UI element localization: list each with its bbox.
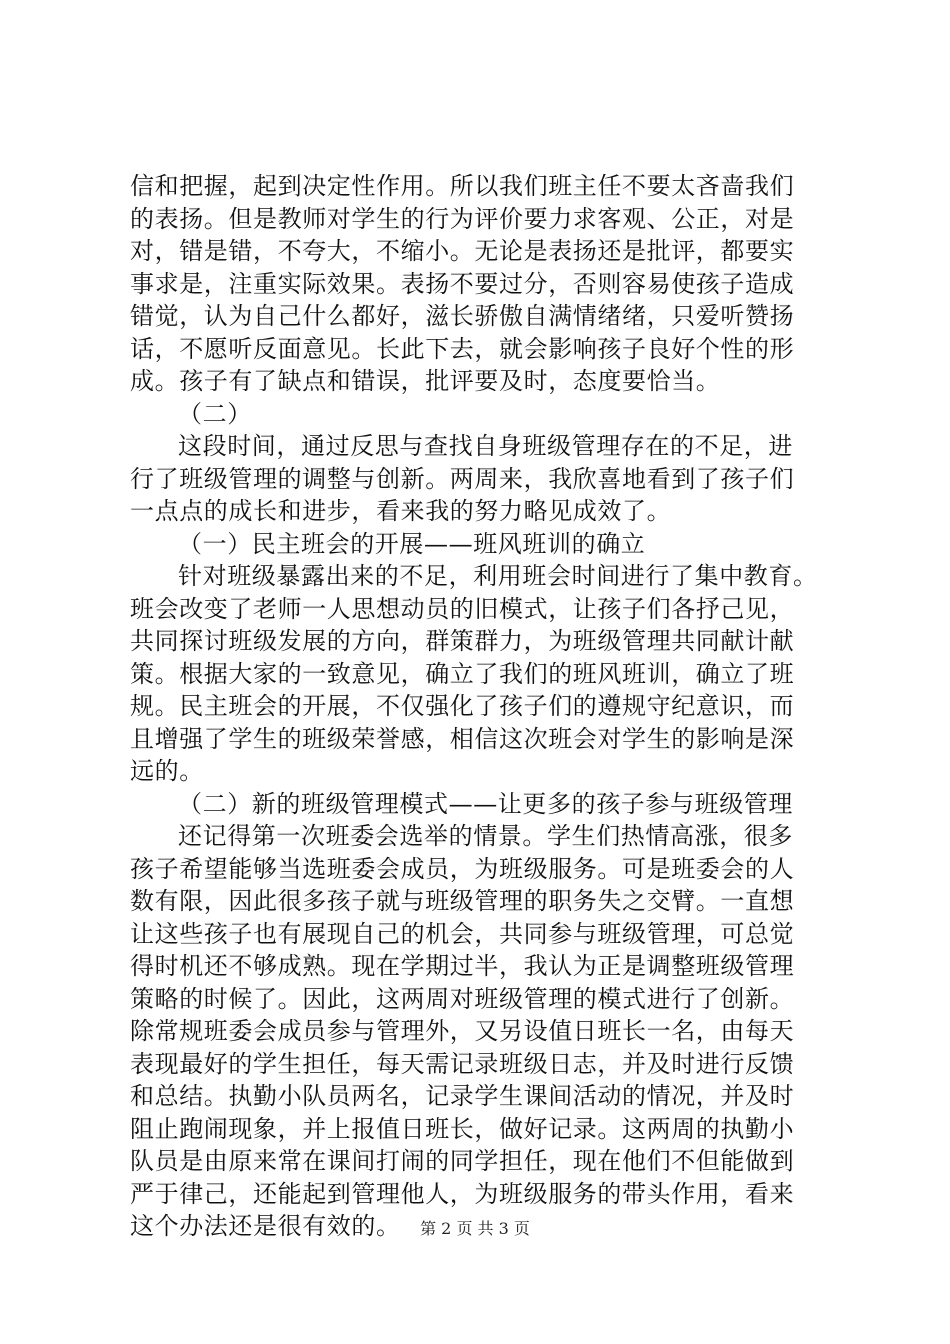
- text-line: 这个办法还是很有效的。: [130, 1212, 401, 1240]
- text-line: 孩子希望能够当选班委会成员，为班级服务。可是班委会的人: [130, 854, 795, 883]
- text-line: 行了班级管理的调整与创新。两周来，我欣喜地看到了孩子们: [130, 464, 795, 493]
- text-line: 远的。: [130, 757, 204, 785]
- text-line: 错觉，认为自己什么都好，滋长骄傲自满情绪绪，只爱听赞扬: [130, 302, 795, 330]
- paragraph-first-line: 还记得第一次班委会选举的情景。学生们热情高涨，很多: [178, 822, 793, 850]
- text-line: 策。根据大家的一致意见，确立了我们的班风班训，确立了班: [130, 659, 795, 688]
- text-line: 成。孩子有了缺点和错误，批评要及时，态度要恰当。: [130, 367, 721, 395]
- document-body: [130, 170, 830, 1243]
- text-line: 队员是由原来常在课间打闹的同学担任，现在他们不但能做到: [130, 1147, 795, 1175]
- text-line: 的表扬。但是教师对学生的行为评价要力求客观、公正，对是: [130, 204, 795, 233]
- text-line: 严于律己，还能起到管理他人，为班级服务的带头作用，看来: [130, 1179, 795, 1208]
- text-line: 且增强了学生的班级荣誉感，相信这次班会对学生的影响是深: [130, 724, 795, 753]
- subsection-heading: （二）新的班级管理模式——让更多的孩子参与班级管理: [178, 789, 793, 818]
- page-number-footer: 第 2 页 共 3 页: [420, 1219, 530, 1238]
- text-line: 规。民主班会的开展，不仅强化了孩子们的遵规守纪意识，而: [130, 692, 795, 720]
- text-line: 事求是，注重实际效果。表扬不要过分，否则容易使孩子造成: [130, 269, 795, 298]
- text-line: 阻止跑闹现象，并上报值日班长，做好记录。这两周的执勤小: [130, 1114, 795, 1143]
- text-line: 和总结。执勤小队员两名，记录学生课间活动的情况，并及时: [130, 1082, 795, 1110]
- text-line: 除常规班委会成员参与管理外，又另设值日班长一名，由每天: [130, 1017, 795, 1045]
- text-line: 对，错是错，不夸大，不缩小。无论是表扬还是批评，都要实: [130, 237, 795, 265]
- text-line: 信和把握，起到决定性作用。所以我们班主任不要太吝啬我们: [130, 172, 795, 200]
- text-line: 一点点的成长和进步，看来我的努力略见成效了。: [130, 497, 672, 525]
- text-line: 得时机还不够成熟。现在学期过半，我认为正是调整班级管理: [130, 952, 795, 980]
- text-line: 共同探讨班级发展的方向，群策群力，为班级管理共同献计献: [130, 627, 795, 655]
- text-line: 让这些孩子也有展现自己的机会，共同参与班级管理，可总觉: [130, 919, 795, 948]
- text-line: 表现最好的学生担任，每天需记录班级日志，并及时进行反馈: [130, 1049, 795, 1078]
- text-line: 班会改变了老师一人思想动员的旧模式，让孩子们各抒己见，: [130, 594, 795, 623]
- text-line: 话，不愿听反面意见。长此下去，就会影响孩子良好个性的形: [130, 334, 795, 363]
- text-line: 数有限，因此很多孩子就与班级管理的职务失之交臂。一直想: [130, 887, 795, 915]
- paragraph-first-line: 这段时间，通过反思与查找自身班级管理存在的不足，进: [178, 432, 793, 460]
- text-line: 策略的时候了。因此，这两周对班级管理的模式进行了创新。: [130, 984, 795, 1013]
- paragraph-first-line: 针对班级暴露出来的不足，利用班会时间进行了集中教育。: [178, 562, 818, 590]
- subsection-heading: （一）民主班会的开展——班风班训的确立: [178, 529, 646, 558]
- section-heading: （二）: [178, 399, 252, 428]
